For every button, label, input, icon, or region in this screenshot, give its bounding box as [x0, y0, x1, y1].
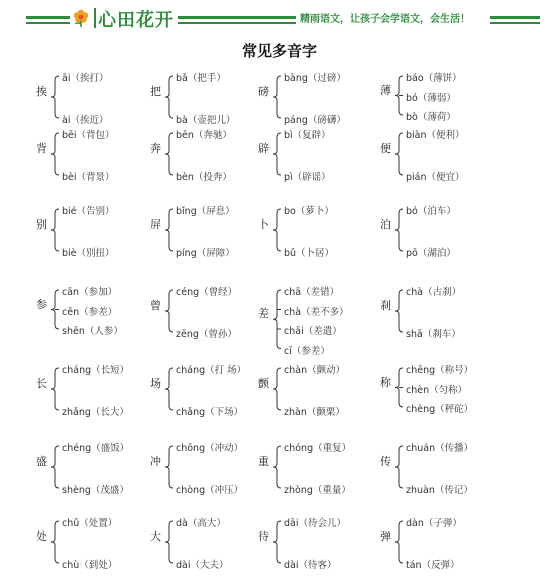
- reading-entry: bèn（投奔）: [176, 172, 232, 183]
- polyphone-character: 处: [36, 530, 47, 543]
- header-rule-right-top: [490, 16, 540, 19]
- header-divider: [94, 8, 96, 28]
- reading-entry: tán（反弹）: [406, 560, 460, 571]
- reading-entry: chòng（冲压）: [176, 485, 244, 496]
- reading-entry: bàng（过磅）: [284, 73, 346, 84]
- reading-entry: céng（曾经）: [176, 287, 238, 298]
- reading-entry: dài（大夫）: [176, 560, 229, 571]
- polyphone-character: 差: [258, 307, 269, 321]
- reading-entry: bó（泊车）: [406, 206, 456, 217]
- polyphone-character: 奔: [150, 142, 161, 155]
- reading-entry: chā（差错）: [284, 287, 340, 298]
- reading-entry: chù（到处）: [62, 560, 118, 571]
- reading-entry: bēi（背包）: [62, 130, 115, 141]
- header-rule-mid-bottom: [178, 22, 296, 24]
- reading-entry: biè（别扭）: [62, 248, 115, 259]
- reading-entry: píng（屏障）: [176, 248, 235, 259]
- reading-entry: chèng（秤砣）: [406, 404, 474, 415]
- polyphone-character: 称: [380, 375, 391, 389]
- polyphone-character: 参: [36, 297, 47, 311]
- reading-entry: chà（古刹）: [406, 287, 462, 298]
- polyphone-character: 盛: [36, 455, 47, 468]
- reading-entry: bò（薄荷）: [406, 112, 456, 123]
- reading-entry: dāi（待会儿）: [284, 518, 346, 529]
- reading-entry: chà（差不多）: [284, 306, 349, 318]
- reading-entry: bié（告别）: [62, 206, 115, 217]
- reading-entry: dàn（子弹）: [406, 518, 462, 529]
- reading-entry: chǔ（处置）: [62, 518, 118, 529]
- reading-entry: pián（便宜）: [406, 172, 465, 183]
- reading-entry: zhòng（重量）: [284, 485, 351, 496]
- reading-entry: dài（待客）: [284, 560, 337, 571]
- reading-entry: chǎng（下场）: [176, 407, 244, 418]
- reading-entry: chōng（冲动）: [176, 443, 244, 454]
- polyphone-character: 重: [258, 455, 269, 468]
- polyphone-character: 卜: [258, 218, 269, 231]
- reading-entry: cháng（打 场）: [176, 365, 247, 376]
- polyphone-character: 场: [150, 377, 161, 390]
- polyphone-character: 把: [150, 85, 161, 98]
- reading-entry: shā（刹车）: [406, 329, 461, 340]
- polyphone-character: 冲: [150, 455, 161, 468]
- reading-entry: bì（复辟）: [284, 130, 331, 141]
- reading-entry: āi（挨打）: [62, 73, 109, 84]
- polyphone-character: 长: [36, 377, 47, 390]
- reading-entry: báo（薄饼）: [406, 73, 462, 84]
- header-rule-right-bottom: [490, 22, 540, 24]
- reading-entry: bo（萝卜）: [284, 206, 334, 217]
- polyphone-character: 挨: [36, 85, 47, 98]
- polyphone-character: 大: [150, 530, 161, 543]
- reading-entry: bǔ（卜居）: [284, 248, 335, 259]
- brace-mark: [272, 290, 286, 351]
- slogan: 精雨语文，让孩子会学语文，会生活！: [300, 14, 470, 25]
- reading-entry: cān（参加）: [62, 287, 118, 298]
- reading-entry: zhuàn（传记）: [406, 485, 473, 496]
- reading-entry: pō（湖泊）: [406, 248, 456, 259]
- reading-entry: bèi（背景）: [62, 172, 115, 183]
- reading-entry: chāi（差遣）: [284, 326, 342, 337]
- reading-entry: zhàn（颤栗）: [284, 407, 345, 418]
- reading-entry: bǐng（屏息）: [176, 206, 235, 217]
- reading-entry: chèn（匀称）: [406, 384, 468, 396]
- polyphone-character: 便: [380, 142, 391, 155]
- reading-entry: biàn（便利）: [406, 130, 465, 141]
- reading-entry: cháng（长短）: [62, 365, 130, 376]
- reading-entry: cī（参差）: [284, 345, 330, 357]
- polyphone-character: 辟: [258, 142, 269, 155]
- polyphone-character: 薄: [380, 83, 391, 97]
- header-rule-left-top: [26, 16, 70, 19]
- reading-entry: shēn（人参）: [62, 326, 123, 337]
- reading-entry: chēng（称号）: [406, 365, 474, 376]
- reading-entry: chàn（颤动）: [284, 365, 346, 376]
- reading-entry: páng（磅礴）: [284, 115, 346, 126]
- polyphone-character: 泊: [380, 218, 391, 231]
- polyphone-character: 磅: [258, 85, 269, 98]
- reading-entry: dà（高大）: [176, 518, 226, 529]
- reading-entry: zēng（曾孙）: [176, 329, 237, 340]
- polyphone-character: 弹: [380, 530, 391, 543]
- polyphone-character: 屏: [150, 218, 161, 231]
- reading-entry: pì（辟谣）: [284, 172, 331, 183]
- reading-entry: zhǎng（长大）: [62, 407, 129, 418]
- reading-entry: bēn（奔驰）: [176, 130, 232, 141]
- polyphone-character: 背: [36, 142, 47, 155]
- brand-name: 心田花开: [98, 10, 174, 31]
- reading-entry: chéng（盛饭）: [62, 443, 130, 454]
- header-banner: [0, 0, 559, 40]
- flower-icon: [70, 6, 92, 28]
- reading-entry: ài（挨近）: [62, 115, 109, 126]
- polyphone-character: 待: [258, 530, 269, 543]
- reading-entry: bǎ（把手）: [176, 73, 226, 84]
- reading-entry: chuán（传播）: [406, 443, 474, 454]
- header-rule-left-bottom: [26, 22, 70, 24]
- reading-entry: bà（壶把儿）: [176, 115, 236, 126]
- polyphone-character: 刹: [380, 299, 391, 312]
- page-title: 常见多音字: [241, 42, 317, 60]
- reading-entry: shèng（茂盛）: [62, 485, 129, 496]
- header-rule-mid-top: [178, 16, 296, 19]
- reading-entry: bó（薄弱）: [406, 92, 456, 104]
- reading-entry: cēn（参差）: [62, 306, 118, 318]
- polyphone-character: 颤: [258, 377, 269, 390]
- polyphone-character: 传: [380, 455, 391, 468]
- polyphone-character: 别: [36, 218, 47, 231]
- polyphone-character: 曾: [150, 299, 161, 312]
- reading-entry: chóng（重复）: [284, 443, 352, 454]
